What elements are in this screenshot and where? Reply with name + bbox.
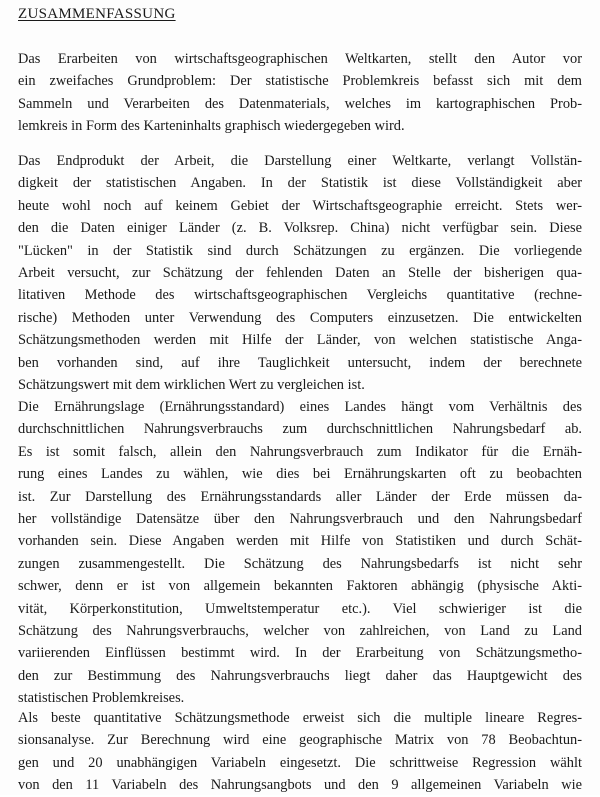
text-line: rung eines Landes zu wählen, wie dies bei Ernährungskarten oft zu beobachten [18, 466, 582, 483]
text-line: schwer, denn er ist von allgemein bekannten Faktoren abhängig (physische Akti- [18, 578, 582, 595]
text-line: durchschnittlichen Nahrungsverbrauchs zum durchschnittlichen Nahrungsbedarf ab. [18, 421, 582, 438]
text-line: litativen Methode des wirtschaftsgeographischen Vergleichs quantitative (rechne- [18, 287, 582, 304]
text-line: zungen zusammengestellt. Die Schätzung des Nahrungsbedarfs ist nicht sehr [18, 555, 582, 572]
text-line: Arbeit versucht, zur Schätzung der fehlenden Daten an Stelle der bisherigen qua- [18, 264, 582, 281]
text-line: Schätzungsmethoden werden mit Hilfe der Länder, von welchen statistische Anga- [18, 332, 582, 349]
text-line: Als beste quantitative Schätzungsmethode erweist sich die multiple lineare Regres- [18, 710, 582, 726]
text-line: digkeit der statistischen Angaben. In der Statistik ist diese Vollständigkeit aber [18, 175, 582, 192]
text-line: Das Erarbeiten von wirtschaftsgeographischen Weltkarten, stellt den Autor vor [18, 51, 582, 67]
text-line: Schätzungswert mit dem wirklichen Wert zu vergleichen ist. [18, 376, 365, 393]
text-line: sionsanalyse. Zur Berechnung wird eine geographische Matrix von 78 Beobachtun- [18, 732, 582, 749]
text-line: ben vorhanden sind, auf ihre Tauglichkeit untersucht, indem der berechnete [18, 354, 582, 371]
text-line: Sammeln und Verarbeiten des Datenmaterials, welches im kartographischen Prob- [18, 95, 582, 112]
text-line: "Lücken" in der Statistik sind durch Schätzungen zu ergänzen. Die vorliegende [18, 242, 582, 259]
text-line: Schätzung des Nahrungsverbrauchs, welcher von zahlreichen, von Land zu Land [18, 622, 582, 639]
paragraph-2 [18, 150, 582, 396]
text-line: her vollständige Datensätze über den Nahrungsverbrauch und den Nahrungsbedarf [18, 510, 582, 527]
text-line: den die Daten einiger Länder (z. B. Volksrep. China) nicht verfügbar sein. Diese [18, 220, 582, 237]
text-line: variierenden Einflüssen bestimmt wird. In der Erarbeitung von Schätzungsmetho- [18, 645, 582, 662]
text-line: ist. Zur Darstellung des Ernährungsstandards aller Länder der Erde müssen da- [18, 488, 582, 505]
text-line: Die Ernährungslage (Ernährungsstandard) eines Landes hängt vom Verhältnis des [18, 399, 582, 415]
text-line: Es ist somit falsch, allein den Nahrungsverbrauch zum Indikator für die Ernäh- [18, 443, 582, 460]
paragraph-1 [18, 48, 582, 138]
text-line: heute wohl noch auf keinem Gebiet der Wirtschaftsgeographie erreicht. Stets wer- [18, 197, 582, 214]
text-line: ein zweifaches Grundproblem: Der statistische Problemkreis befasst sich mit dem [18, 73, 582, 90]
text-line: vorhanden sein. Diese Angaben werden mit Hilfe von Statistiken und durch Schät- [18, 533, 582, 550]
paragraph-4 [18, 707, 582, 797]
paragraph-3 [18, 396, 582, 709]
text-line: den zur Bestimmung des Nahrungsverbrauchs liegt daher das Hauptgewicht des [18, 667, 582, 684]
text-line: lemkreis in Form des Karteninhalts graphisch wiedergegeben wird. [18, 118, 405, 135]
text-line: Das Endprodukt der Arbeit, die Darstellung einer Weltkarte, verlangt Vollstän- [18, 153, 582, 169]
text-line: gen und 20 unabhängigen Variabeln eingesetzt. Die schrittweise Regression wählt [18, 754, 582, 771]
text-line: vität, Körperkonstitution, Umweltstemperatur etc.). Viel schwieriger ist die [18, 600, 582, 617]
text-line: rische) Methoden unter Verwendung des Computers einzusetzen. Die entwickelten [18, 309, 582, 326]
text-line: von den 11 Variabeln des Nahrungsangbots und den 9 allgemeinen Variabeln wie [18, 777, 582, 794]
section-heading: ZUSAMMENFASSUNG [18, 6, 176, 22]
text-line: statistischen Problemkreises. [18, 690, 185, 707]
